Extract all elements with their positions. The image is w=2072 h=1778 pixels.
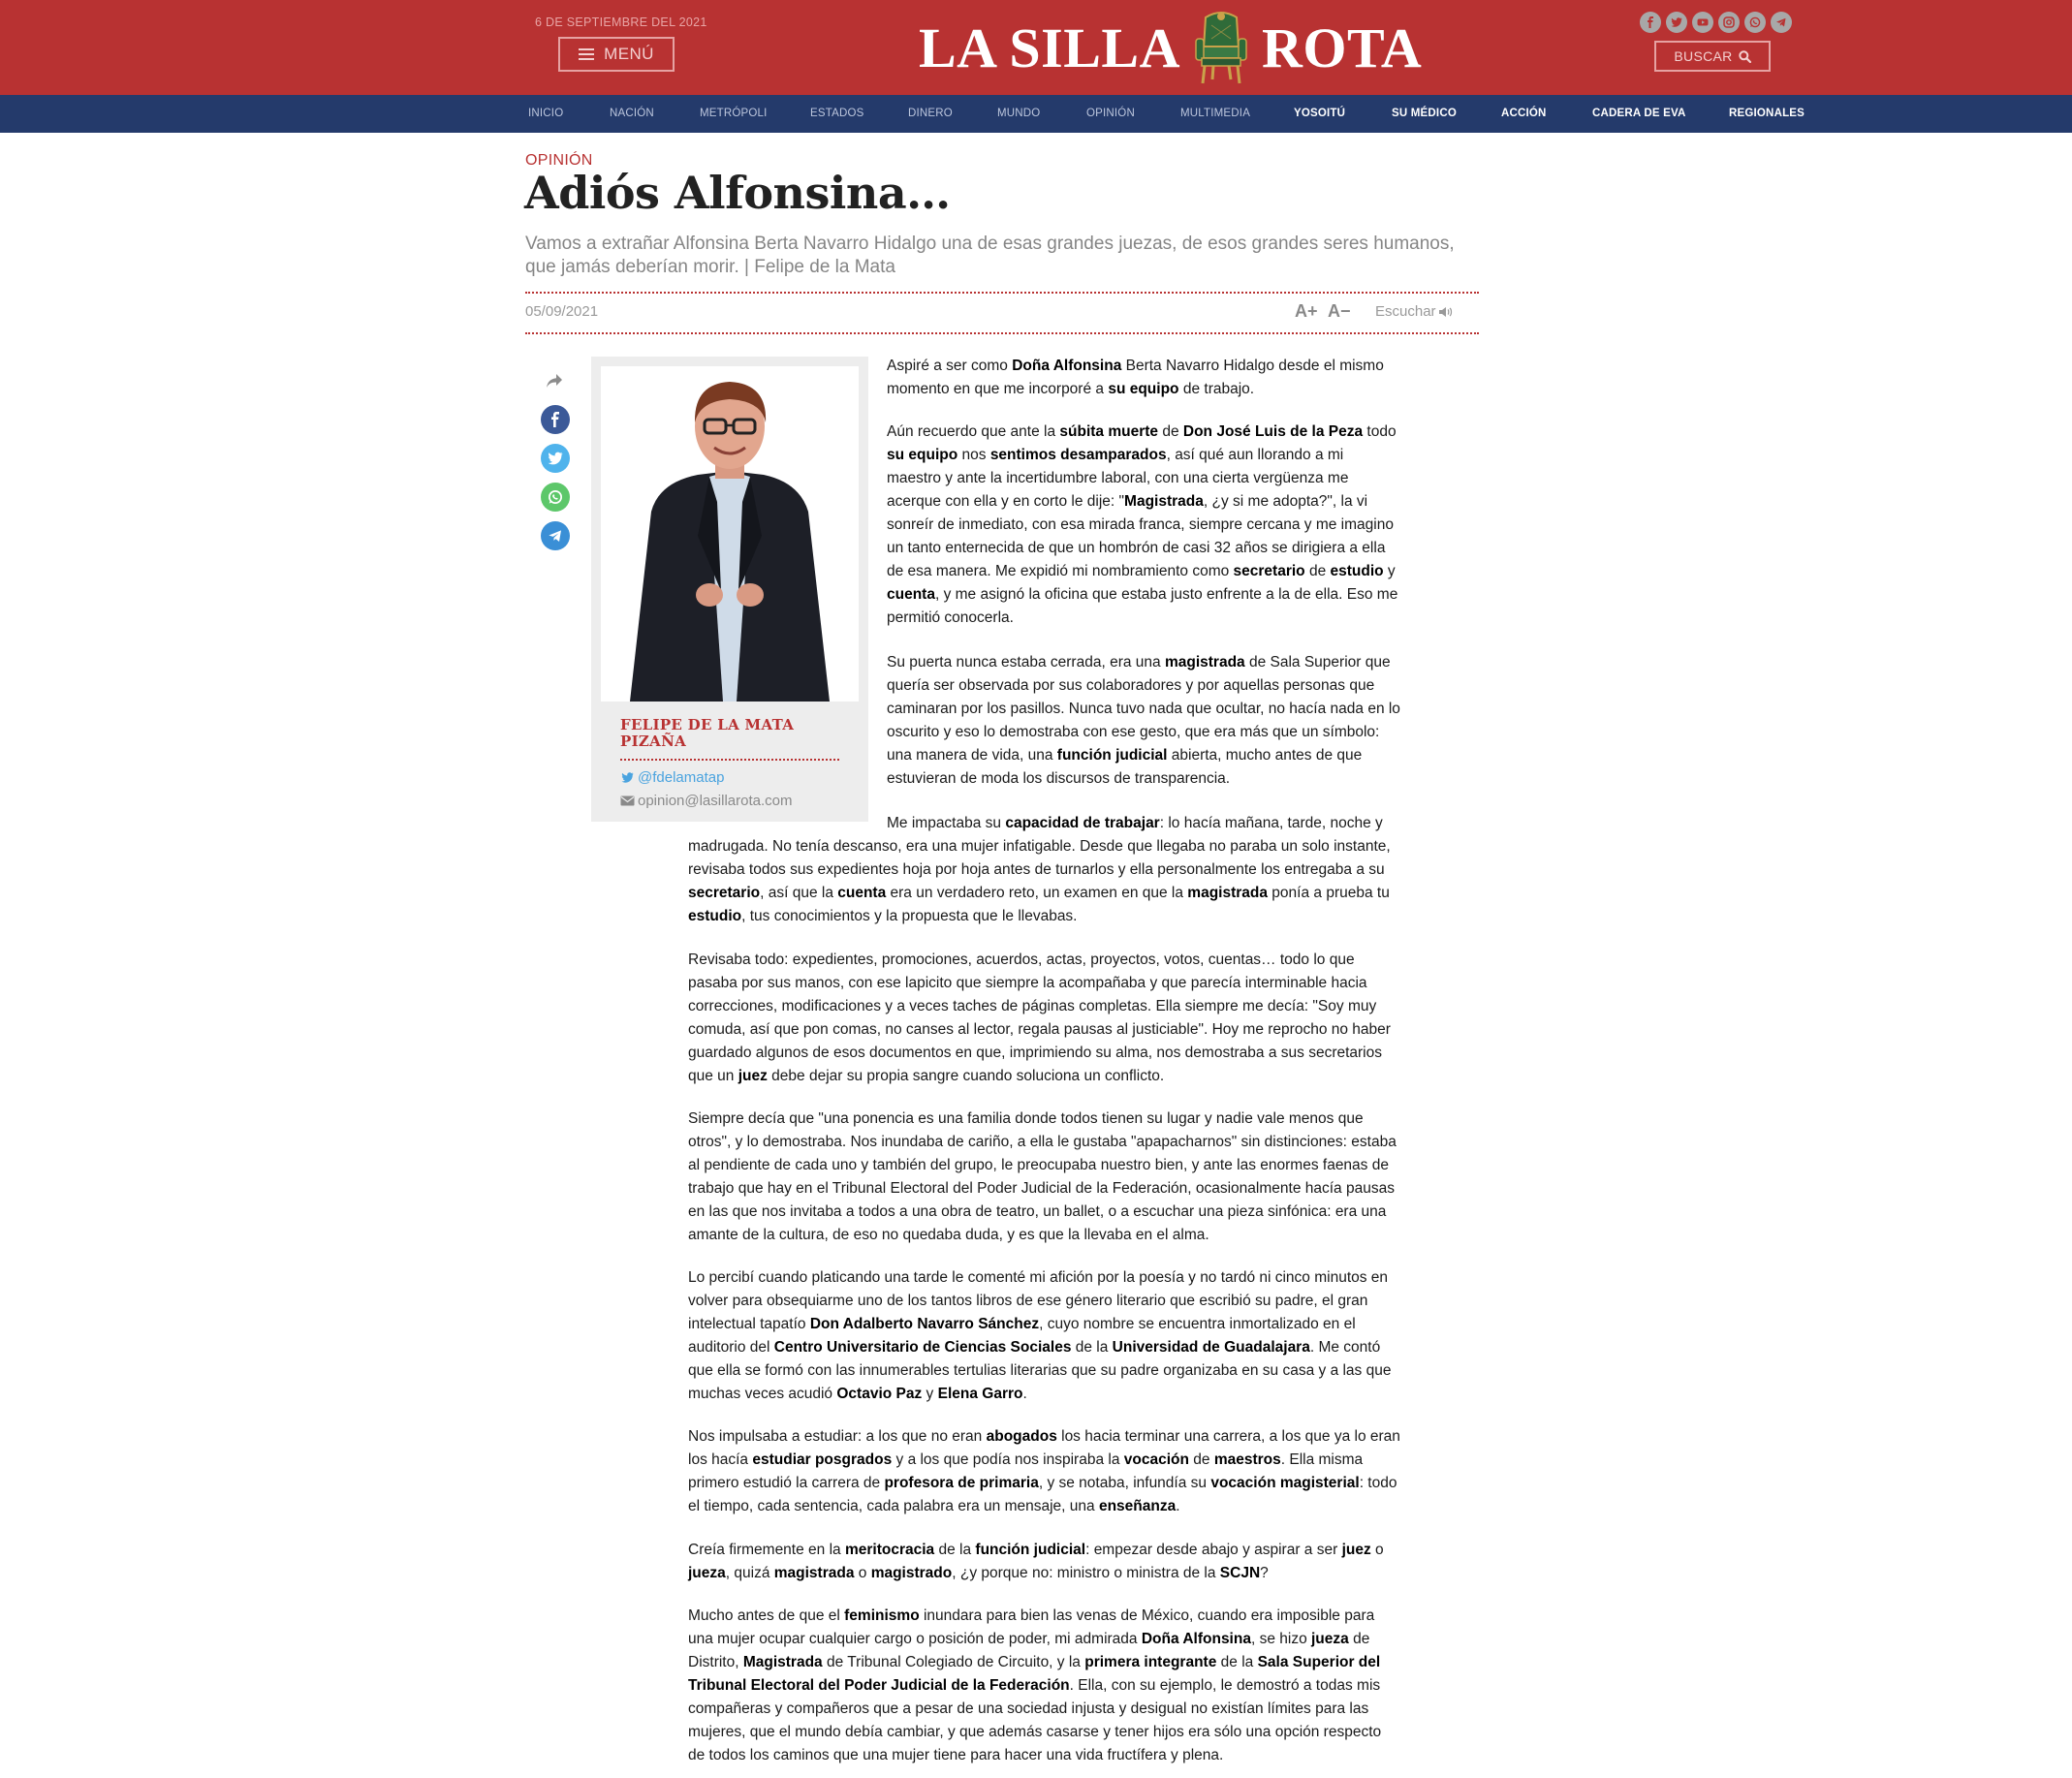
author-email: opinion@lasillarota.com (638, 793, 793, 809)
header-date: 6 DE SEPTIEMBRE DEL 2021 (535, 16, 707, 29)
section-tag[interactable]: OPINIÓN (525, 152, 593, 169)
search-button[interactable] (1654, 41, 1771, 72)
paragraph-5: Revisaba todo: expedientes, promociones, acuerdos, actas, proyectos, votos, cuentas… todo lo que pasaba por sus manos, con ese lapicito que siempre la acompañaba y que parecía interminable hacia correcciones, modificaciones y a veces taches de páginas completas. Ella siempre me decía: "Soy muy comuda, así que pon comas, no canses al lector, regala pausas al justiciable". Hoy me reprocho no haber guardado algunos de esos documentos en que, imprimiendo su alma, nos demostraba a sus secretarios que un juez debe dejar su propia sangre cuando soluciona un conflicto. (688, 951, 1391, 1084)
paragraph-9: Creía firmemente en la meritocracia de la función judicial: empezar desde abajo y aspirar a ser juez o jueza, quizá magistrada o magistrado, ¿y porque no: ministro o ministra de la SCJN? (688, 1542, 1384, 1581)
listen-label: Escuchar (1375, 303, 1436, 320)
author-twitter-handle: @fdelamatap (638, 769, 725, 786)
font-increase-button[interactable]: A+ (1295, 301, 1318, 321)
paragraph-8: Nos impulsaba a estudiar: a los que no eran abogados los hacia terminar una carrera, a los que ya lo eran los hacía estudiar posgrados y a los que podía nos inspiraba la vocación de maestros. Ella misma primero estudió la carrera de profesora de primaria, y se notaba, infundía su vocación magisterial: todo el tiempo, cada sentencia, cada palabra era un mensaje, una enseñanza. (688, 1428, 1400, 1514)
twitter-icon (620, 771, 635, 784)
paragraph-10: Mucho antes de que el feminismo inundara para bien las venas de México, cuando era imposible para una mujer ocupar cualquier cargo o posición de poder, mi admirada Doña Alfonsina, se hizo jueza de Distrito, Magistrada de Tribunal Colegiado de Circuito, y la primera integrante de la Sala Superior del Tribunal Electoral del Poder Judicial de la Federación. Ella, con su ejemplo, le demostró a todas mis compañeras y compañeros que a pesar de una sociedad injusta y desigual no existían límites para las mujeres, que el mundo debía cambiar, y que además casarse y tener hijos era sólo una opción respecto de todos los caminos que una mujer tiene para hacer una vida fructífera y plena. (688, 1607, 1382, 1763)
publish-date: 05/09/2021 (525, 303, 599, 320)
envelope-icon (620, 795, 635, 807)
nav-item-cadera-de-eva[interactable]: CADERA DE EVA (1592, 108, 1686, 119)
share-telegram-button[interactable] (541, 521, 570, 550)
share-whatsapp-button[interactable] (541, 483, 570, 512)
font-decrease-button[interactable]: A− (1328, 301, 1351, 321)
nav-item-inicio[interactable]: INICIO (528, 108, 564, 119)
header-social-links (1640, 12, 1792, 33)
paragraph-4: Me impactaba su capacidad de trabajar: lo hacía mañana, tarde, noche y madrugada. No tenía descanso, era una mujer infatigable. Desde que llegaba no paraba un solo instante, revisaba todos sus expedientes hoja por hoja antes de turnarlos y ella personalmente los entregaba a su secretario, así que la cuenta era un verdadero reto, un examen en que la magistrada ponía a prueba tu estudio, tus conocimientos y la propuesta que le llevabas. (688, 815, 1391, 924)
author-divider (620, 759, 839, 761)
paragraph-6: Siempre decía que "una ponencia es una familia donde todos tienen su lugar y nadie vale menos que otros", y lo demostraba. Nos inundaba de cariño, a ella le gustaba "apapacharnos" sin distinciones: estaba al pendiente de cada uno y también del grupo, le preocupaba nuestro bien, y ante las enormes faenas de trabajo que hay en el Tribunal Electoral del Poder Judicial de la Federación, ocasionalmente hacía pausas en las que nos invitaba a todos a una obra de teatro, un ballet, o a escuchar una pieza sinfónica: era una amante de la cultura, de eso no quedaba duda, y es que la llevaba en el alma. (688, 1110, 1397, 1243)
paragraph-7: Lo percibí cuando platicando una tarde le comenté mi afición por la poesía y no tardó ni cinco minutos en volver para obsequiarme uno de los tantos libros de ese género literario que escribió su padre, el gran intelectual tapatío Don Adalberto Navarro Sánchez, cuyo nombre se encuentra inmortalizado en el auditorio del Centro Universitario de Ciencias Sociales de la Universidad de Guadalajara. Me contó que ella se formó con las innumerables tertulias literarias que su padre organizaba en su casa y a las que muchas veces acudió Octavio Paz y Elena Garro. (688, 1269, 1392, 1402)
nav-item-metropoli[interactable]: METRÓPOLI (700, 108, 768, 119)
logo-text-left: LA SILLA (919, 16, 1180, 79)
menu-label: MENÚ (604, 45, 654, 63)
twitter-icon (548, 451, 563, 466)
whatsapp-icon (548, 489, 563, 505)
top-header (0, 0, 2072, 95)
author-email-link[interactable] (620, 793, 792, 809)
nav-item-mundo[interactable]: MUNDO (997, 108, 1041, 119)
author-name[interactable]: FELIPE DE LA MATA PIZAÑA (620, 716, 795, 750)
nav-item-dinero[interactable]: DINERO (908, 108, 953, 119)
instagram-icon[interactable] (1718, 12, 1740, 33)
author-card (591, 357, 868, 822)
site-logo[interactable] (919, 0, 1422, 95)
nav-item-su-medico[interactable]: SU MÉDICO (1392, 108, 1457, 119)
paragraph-3: Su puerta nunca estaba cerrada, era una magistrada de Sala Superior que quería ser observada por sus colaboradores y por aquellas personas que caminaran por los pasillos. Nunca tuvo nada que ocultar, no hacía nada en lo oscurito y eso lo demostraba con ese gesto, que era más que un símbolo: una manera de vida, una función judicial abierta, mucho antes de que estuvieran de moda los discursos de transparencia. (887, 654, 1400, 787)
paragraph-1: Aspiré a ser como Doña Alfonsina Berta Navarro Hidalgo desde el mismo momento en que me incorporé a su equipo de trabajo. (887, 358, 1384, 397)
chair-logo-icon (1192, 10, 1250, 85)
paragraph-2: Aún recuerdo que ante la súbita muerte de Don José Luis de la Peza todo su equipo nos sentimos desamparados, así qué aun llorando a mi maestro y ante la incertidumbre laboral, con una cierta vergüenza me acerque con ella y en corto le dije: "Magistrada, ¿y si me adopta?", la vi sonreír de inmediato, con esa mirada franca, siempre cercana y me imagino un tanto enternecida de que un hombrón de casi 32 años se dirigiera a ella de esa manera. Me expidió mi nombramiento como secretario de estudio y cuenta, y me asignó la oficina que estaba justo enfrente a la de ella. Eso me permitió conocerla. (887, 423, 1398, 626)
share-twitter-button[interactable] (541, 444, 570, 473)
speaker-icon (1438, 305, 1454, 319)
divider-top (525, 292, 1479, 294)
search-icon (1739, 50, 1751, 63)
logo-text-right: ROTA (1261, 16, 1423, 79)
hamburger-icon (579, 48, 594, 60)
whatsapp-icon[interactable] (1744, 12, 1766, 33)
facebook-icon[interactable] (1640, 12, 1661, 33)
share-icon[interactable] (546, 373, 563, 389)
divider-bottom (525, 332, 1479, 334)
author-twitter-link[interactable] (620, 769, 724, 786)
nav-item-regionales[interactable]: REGIONALES (1729, 108, 1805, 119)
author-portrait-image (601, 366, 859, 702)
author-photo (601, 366, 859, 702)
article-title: Adiós Alfonsina… (524, 167, 951, 219)
telegram-icon (548, 528, 563, 544)
nav-item-multimedia[interactable]: MULTIMEDIA (1180, 108, 1251, 119)
share-facebook-button[interactable] (541, 405, 570, 434)
article-summary: Vamos a extrañar Alfonsina Berta Navarro Hidalgo una de esas grandes juezas, de esos grandes seres humanos, que jamás deberían morir. | Felipe de la Mata (525, 234, 1455, 277)
nav-item-accion[interactable]: ACCIÓN (1501, 108, 1547, 119)
twitter-icon[interactable] (1666, 12, 1687, 33)
facebook-icon (548, 412, 563, 427)
listen-button[interactable] (1375, 303, 1454, 320)
nav-item-estados[interactable]: ESTADOS (810, 108, 864, 119)
nav-item-nacion[interactable]: NACIÓN (610, 108, 654, 119)
nav-item-yosoitu[interactable]: YOSOITÚ (1294, 108, 1346, 119)
menu-button[interactable] (558, 37, 675, 72)
main-nav (0, 95, 2072, 133)
nav-item-opinion[interactable]: OPINIÓN (1086, 108, 1135, 119)
telegram-icon[interactable] (1771, 12, 1792, 33)
youtube-icon[interactable] (1692, 12, 1713, 33)
search-label: BUSCAR (1674, 48, 1733, 64)
